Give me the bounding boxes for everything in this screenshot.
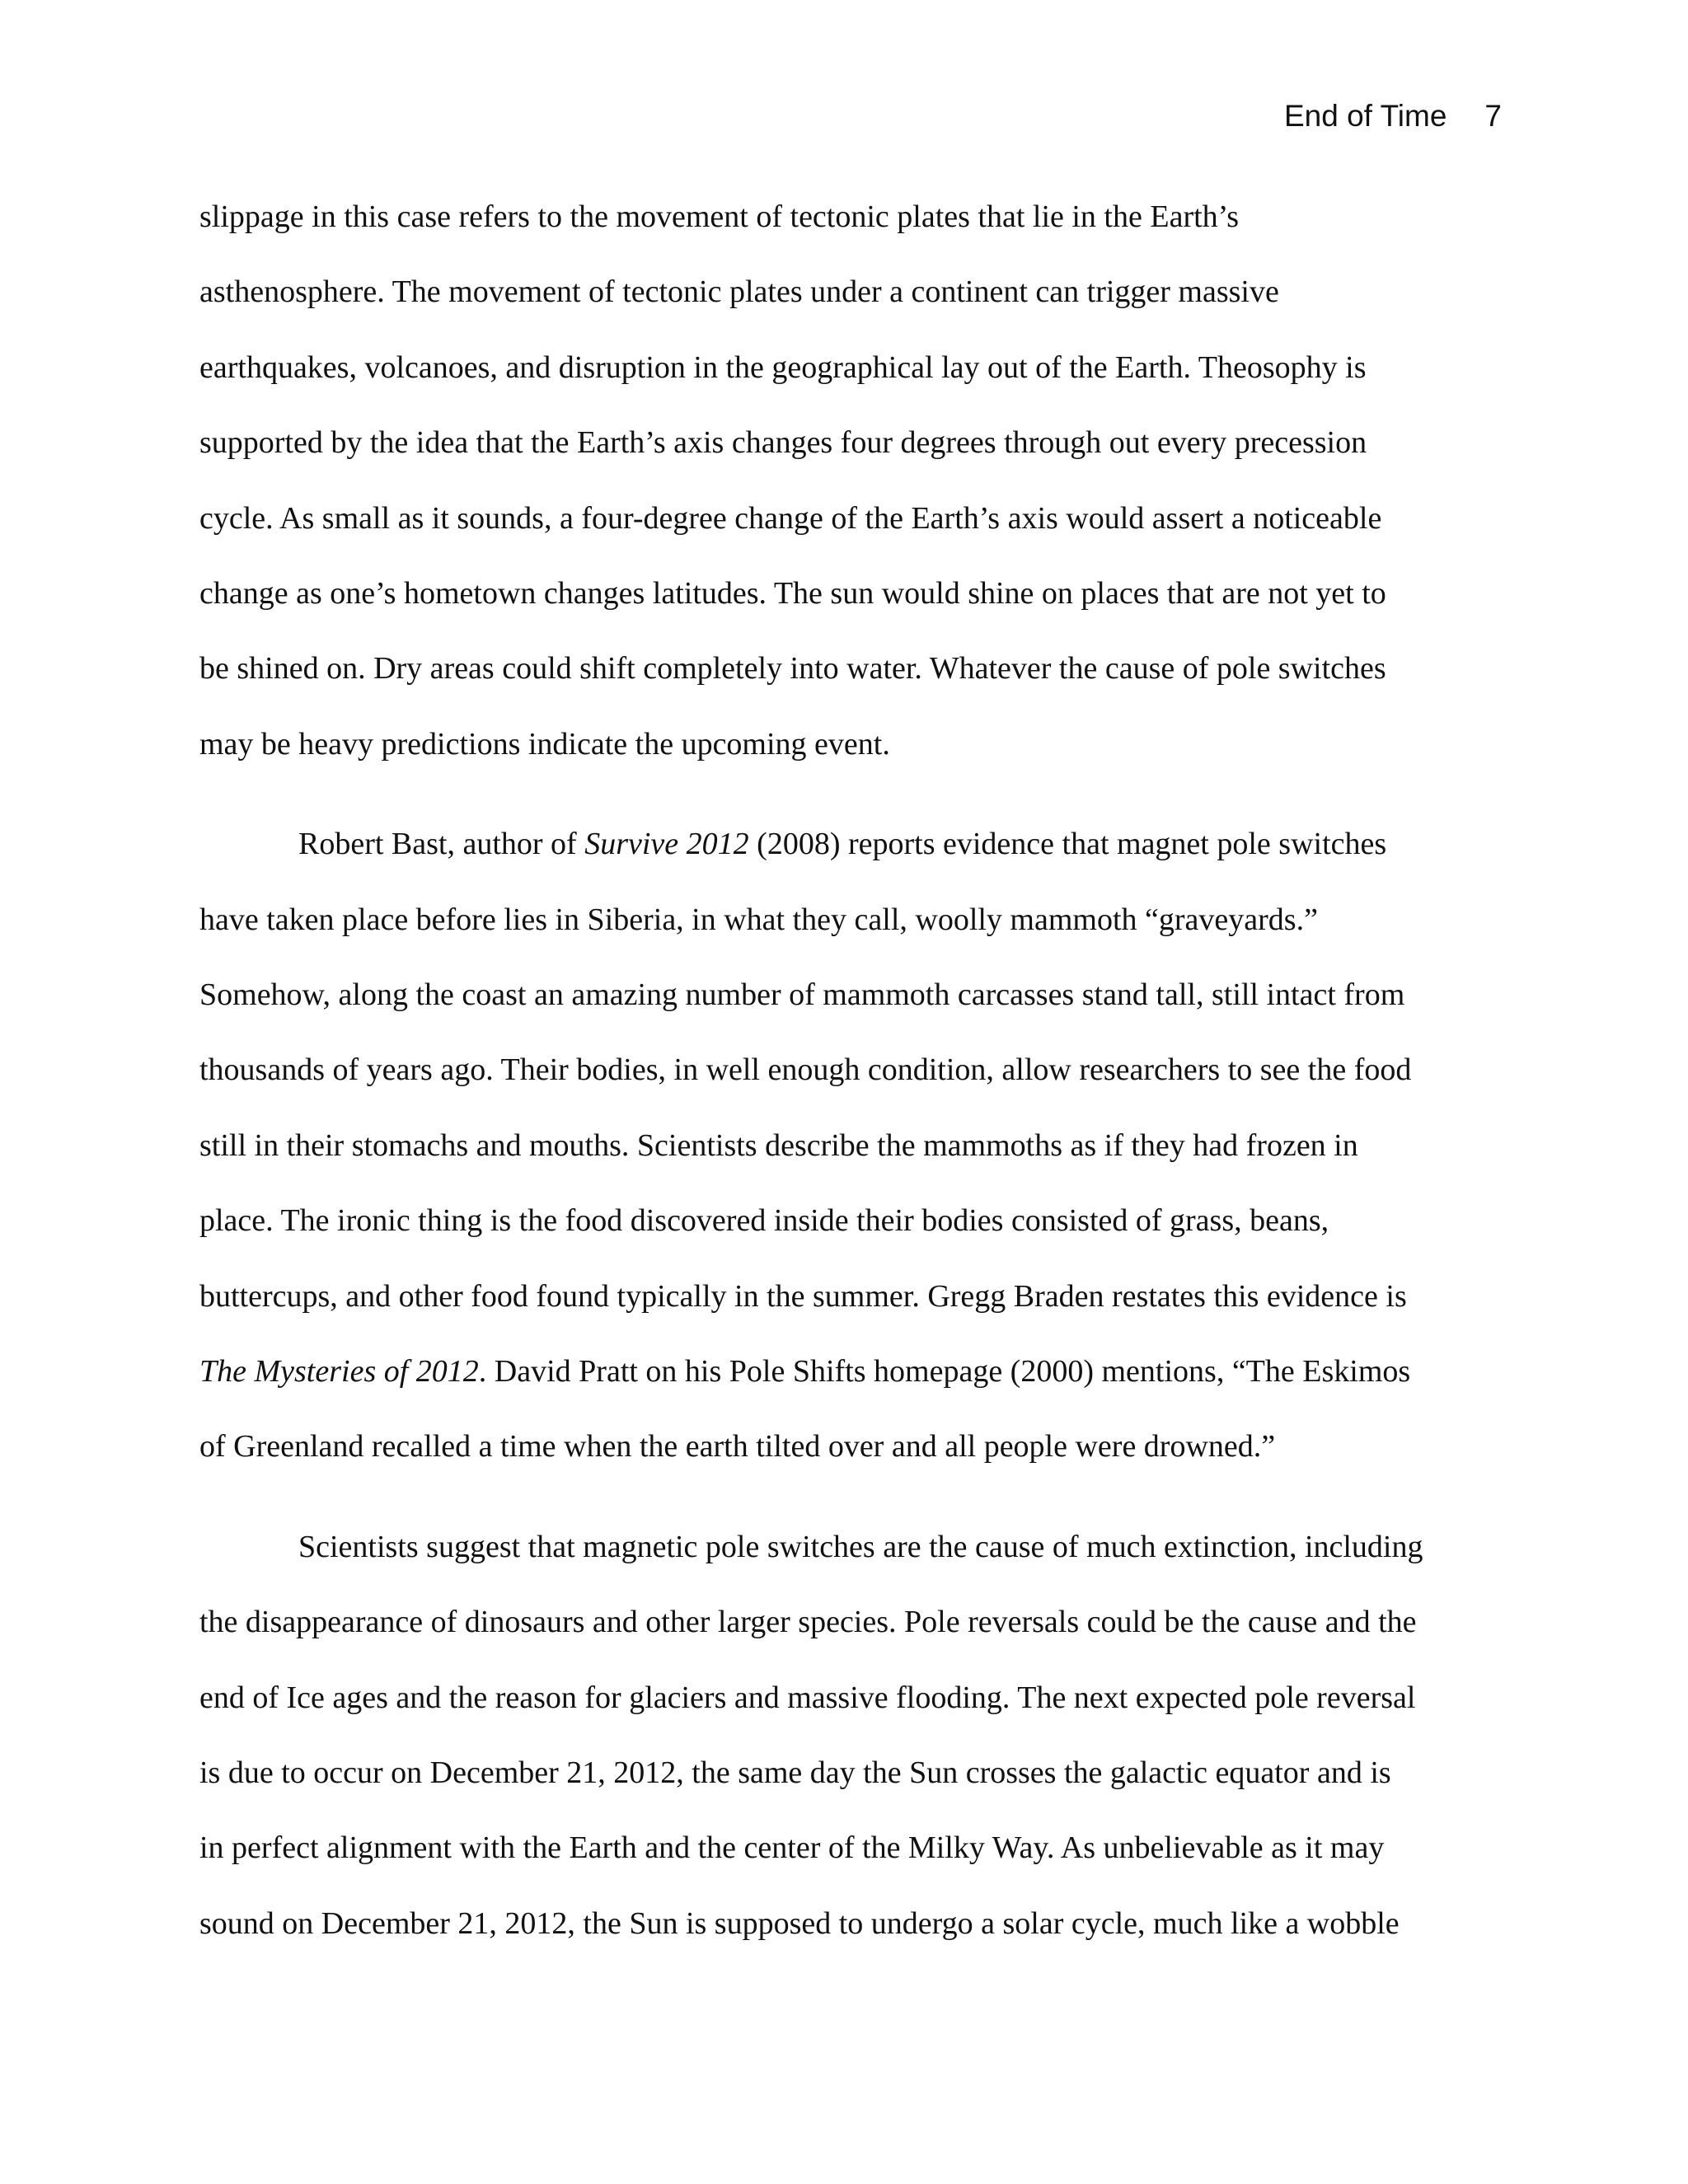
- text-line: [199, 1049, 1411, 1090]
- italic-title: Survive 2012: [584, 827, 749, 861]
- text-segment: thousands of years ago. Their bodies, in well enough condition, allow researchers to see the food: [199, 1052, 1412, 1087]
- text-line: [199, 573, 1386, 614]
- text-segment: end of Ice ages and the reason for glaciers and massive flooding. The next expected pole reversal: [199, 1680, 1416, 1715]
- text-segment: buttercups, and other food found typically in the summer. Gregg Braden restates this evidence is: [199, 1279, 1407, 1314]
- text-segment: supported by the idea that the Earth’s axis changes four degrees through out every precession: [199, 425, 1367, 460]
- text-line: [199, 1601, 1417, 1643]
- text-segment: Somehow, along the coast an amazing number of mammoth carcasses stand tall, still intact from: [199, 977, 1405, 1012]
- text-line: [199, 1200, 1329, 1241]
- text-line: [199, 1276, 1407, 1317]
- text-segment: of Greenland recalled a time when the earth tilted over and all people were drowned.”: [199, 1429, 1276, 1464]
- text-segment: earthquakes, volcanoes, and disruption in the geographical lay out of the Earth. Theosophy is: [199, 350, 1367, 385]
- text-line: [298, 823, 1386, 865]
- text-segment: . David Pratt on his Pole Shifts homepage (2000) mentions, “The Eskimos: [478, 1354, 1411, 1389]
- text-line: [199, 899, 1318, 940]
- text-segment: slippage in this case refers to the movement of tectonic plates that lie in the Earth’s: [199, 199, 1239, 234]
- running-title: End of Time: [1283, 99, 1447, 133]
- text-line: [199, 1125, 1358, 1166]
- page-number: 7: [1484, 99, 1502, 133]
- text-line: [199, 1827, 1384, 1868]
- text-segment: is due to occur on December 21, 2012, the same day the Sun crosses the galactic equator and is: [199, 1755, 1391, 1790]
- text-segment: cycle. As small as it sounds, a four-degree change of the Earth’s axis would assert a noticeable: [199, 501, 1382, 536]
- italic-title: The Mysteries of 2012: [199, 1354, 479, 1389]
- text-segment: in perfect alignment with the Earth and the center of the Milky Way. As unbelievable as it may: [199, 1830, 1385, 1865]
- text-line: [199, 1677, 1415, 1718]
- text-segment: may be heavy predictions indicate the upcoming event.: [199, 727, 890, 762]
- text-line: [298, 1526, 1423, 1568]
- text-segment: asthenosphere. The movement of tectonic plates under a continent can trigger massive: [199, 274, 1279, 309]
- text-line: [199, 422, 1367, 463]
- text-line: [199, 1903, 1400, 1944]
- text-line: [199, 1351, 1410, 1392]
- text-line: [199, 498, 1381, 539]
- text-segment: still in their stomachs and mouths. Scientists describe the mammoths as if they had frozen in: [199, 1128, 1358, 1163]
- text-line: [199, 347, 1366, 388]
- text-line: [199, 271, 1279, 312]
- text-line: [199, 724, 890, 765]
- text-segment: place. The ironic thing is the food discovered inside their bodies consisted of grass, beans,: [199, 1203, 1329, 1238]
- text-line: [199, 196, 1239, 237]
- text-segment: change as one’s hometown changes latitudes. The sun would shine on places that are not yet to: [199, 576, 1386, 611]
- text-segment: sound on December 21, 2012, the Sun is supposed to undergo a solar cycle, much like a wobble: [199, 1906, 1400, 1941]
- text-line: [199, 648, 1386, 689]
- text-segment: Scientists suggest that magnetic pole switches are the cause of much extinction, including: [298, 1530, 1423, 1564]
- text-segment: Robert Bast, author of: [298, 827, 585, 861]
- text-segment: (2008) reports evidence that magnet pole switches: [748, 827, 1387, 861]
- text-segment: the disappearance of dinosaurs and other larger species. Pole reversals could be the cause and the: [199, 1605, 1417, 1639]
- text-line: [199, 1426, 1275, 1467]
- text-line: [199, 1752, 1391, 1793]
- text-line: [199, 974, 1404, 1015]
- text-segment: be shined on. Dry areas could shift completely into water. Whatever the cause of pole switches: [199, 651, 1386, 686]
- text-segment: have taken place before lies in Siberia, in what they call, woolly mammoth “graveyards.”: [199, 902, 1318, 937]
